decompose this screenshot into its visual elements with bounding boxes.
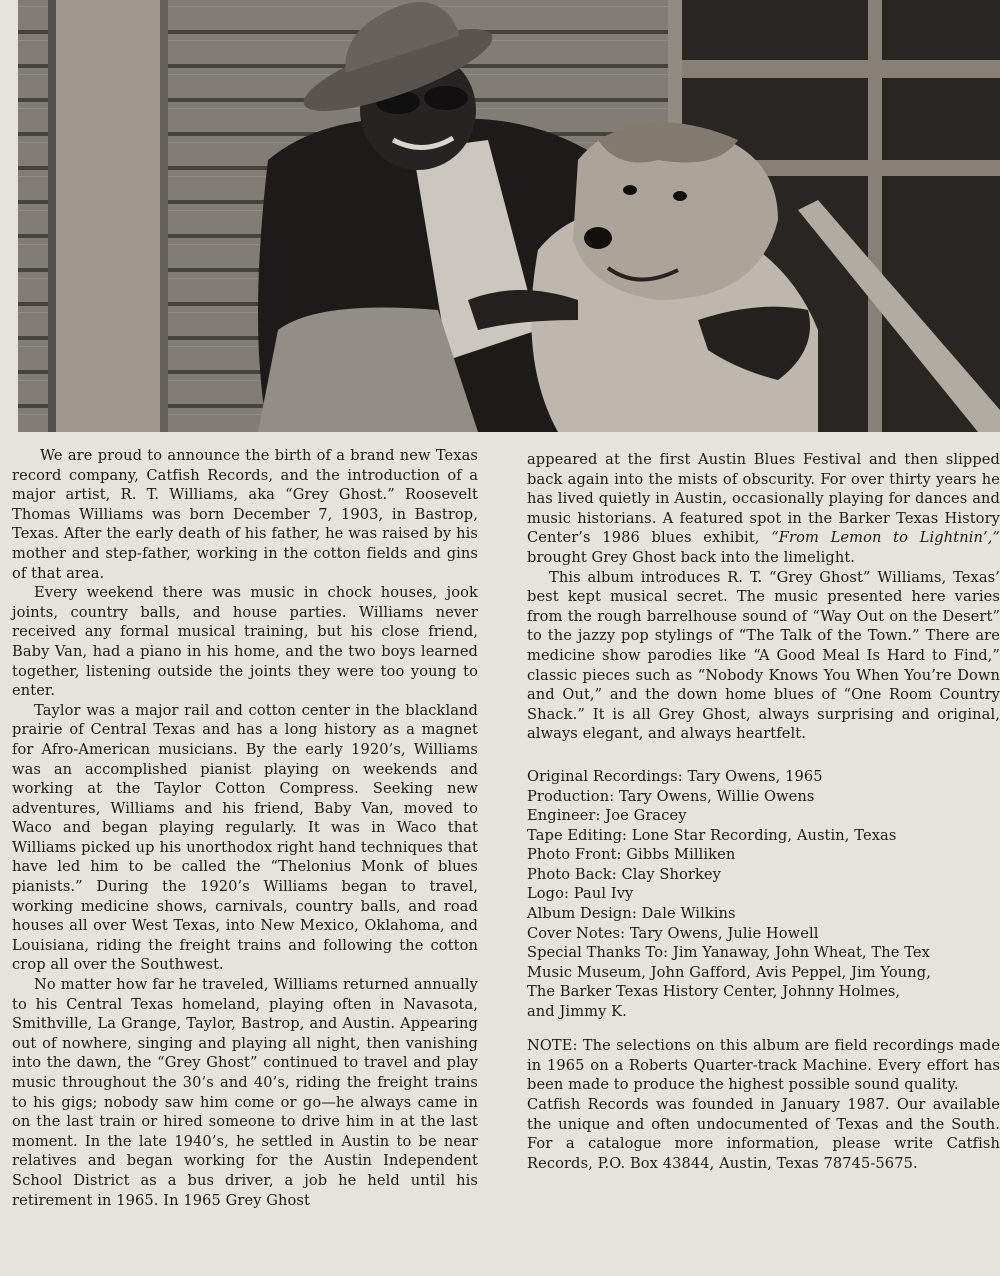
credit-line: The Barker Texas History Center, Johnny Holmes, <box>527 983 901 1001</box>
paragraph-album-intro: This album introduces R. T. “Grey Ghost” Williams, Texas’ best kept musical secret. The music presented here varies from the rough barrelhouse sound of “Way Out on the Desert” to the jazzy pop stylings of “The Talk of the Town.” There are medicine show parodies like “A Good Meal Is Hard to Find,” classic pieces such as “Nobody Knows You When You’re Down and Out,” and the down home blues of “One Room Country Shack.” It is all Grey Ghost, always surprising and original, always elegant, and always heartfelt. <box>527 568 1000 743</box>
credit-line: Music Museum, John Gafford, Avis Peppel, Jim Young, <box>527 963 931 981</box>
continuation-end: brought Grey Ghost back into the limelight. <box>527 548 856 566</box>
credits-list <box>527 767 1000 1022</box>
credit-line: Special Thanks To: Jim Yanaway, John Wheat, The Tex <box>527 944 930 962</box>
right-column <box>527 450 1000 1173</box>
cover-photo <box>18 0 1000 432</box>
paragraph-weekend-music: Every weekend there was music in chock houses, jook joints, country balls, and house parties. Williams never received any formal musical training, but his close friend, Baby Van, had a piano in his home, and the two boys learned together, listening outside the joints they were too young to enter. <box>12 584 478 700</box>
credit-line: Engineer: Joe Gracey <box>527 807 687 825</box>
credit-line: Photo Back: Clay Shorkey <box>527 865 721 883</box>
paragraph-taylor: Taylor was a major rail and cotton center in the blackland prairie of Central Texas and has a long history as a magnet for Afro-American musicians. By the early 1920’s, Williams was an accomplished pianist playing on weekends and working at the Taylor Cotton Compress. Seeking new adventures, Williams and his friend, Baby Van, moved to Waco and began playing regularly. It was in Waco that Williams picked up his unorthodox right hand techniques that have led him to be called the “Thelonius Monk of blues pianists.” During the 1920’s Williams began to travel, working medicine shows, carnivals, country balls, and road houses all over West Texas, into New Mexico, Oklahoma, and Louisiana, riding the freight trains and following the cotton crop all over the Southwest. <box>12 701 478 974</box>
credit-line: Logo: Paul Ivy <box>527 885 634 903</box>
credit-line: Cover Notes: Tary Owens, Julie Howell <box>527 924 819 942</box>
credit-line: Tape Editing: Lone Star Recording, Austin, Texas <box>527 826 897 844</box>
paragraph-intro: We are proud to announce the birth of a brand new Texas record company, Catfish Records, and the introduction of a major artist, R. T. Williams, aka “Grey Ghost.” Roosevelt Thomas Williams was born December 7, 1903, in Bastrop, Texas. After the early death of his father, he was raised by his mother and step-father, working in the cotton fields and gins of that area. <box>12 447 478 582</box>
paragraph-continuation <box>527 450 1000 568</box>
credit-line: and Jimmy K. <box>527 1003 627 1021</box>
paragraph-about-catfish: Catfish Records was founded in January 1987. Our available the unique and often undocumented of Texas and the South. For a catalogue more information, please write Catfish Records, P.O. Box 43844, Austin, Texas 78745-5675. <box>527 1096 1000 1172</box>
paragraph-travels: No matter how far he traveled, Williams returned annually to his Central Texas homeland, playing often in Navasota, Smithville, La Grange, Taylor, Bastrop, and Austin. Appearing out of nowhere, singing and playing all night, then vanishing into the dawn, the “Grey Ghost” continued to travel and play music throughout the 30’s and 40’s, riding the freight trains to his gigs; nobody saw him come or go—he always came in on the last train or hired someone to drive him in at the last moment. In the late 1940’s, he settled in Austin to be near relatives and began working for the Austin Independent School District as a bus driver, a job he held until his retirement in 1965. In 1965 Grey Ghost <box>12 976 478 1209</box>
paragraph-note: NOTE: The selections on this album are field recordings made in 1965 on a Roberts Quarter-track Machine. Every effort has been made to produce the highest possible sound quality. <box>527 1037 1000 1094</box>
credit-line: Production: Tary Owens, Willie Owens <box>527 787 815 805</box>
photo-illustration <box>18 0 1000 432</box>
credit-line: Photo Front: Gibbs Milliken <box>527 846 736 864</box>
credit-line: Original Recordings: Tary Owens, 1965 <box>527 767 823 785</box>
left-column <box>12 446 478 1210</box>
continuation-text: appeared at the first Austin Blues Festival and then slipped back again into the mists of obscurity. For over thirty years he has lived quietly in Austin, occasionally playing for dances and music historians. A featured spot in the Barker Texas History Center’s 1986 blues exhibit, <box>527 451 1000 547</box>
credit-line: Album Design: Dale Wilkins <box>527 905 736 923</box>
exhibit-title: “From Lemon to Lightnin’,” <box>771 529 1000 547</box>
